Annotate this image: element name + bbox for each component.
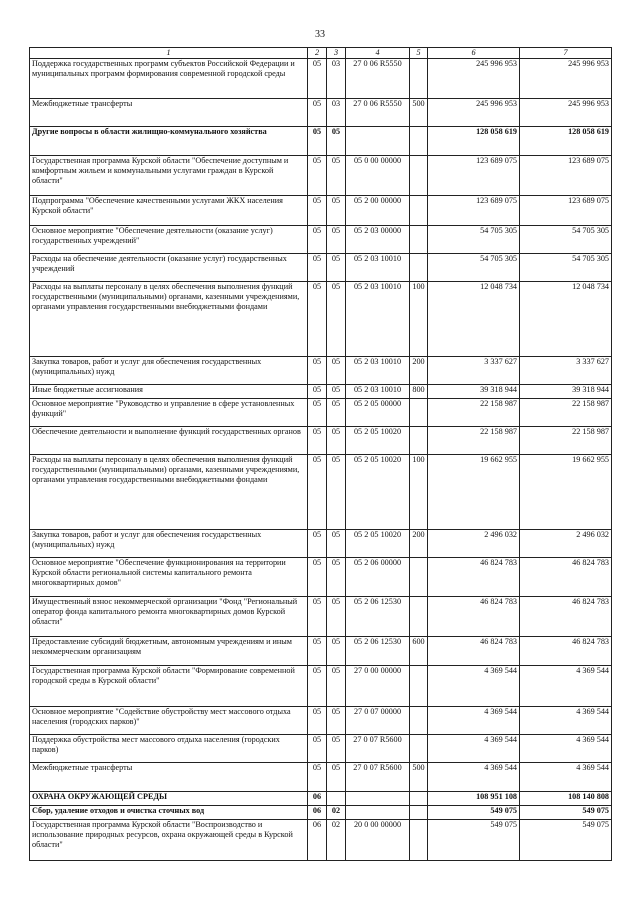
cell-name: Расходы на выплаты персоналу в целях обеспечения выполнения функций государственными (муниципальными) органами, казенными учреждениями, органами управления государственными внебюджетными фондами (30, 455, 308, 530)
cell-subsection: 05 (327, 226, 346, 254)
cell-amount-1: 4 369 544 (428, 763, 520, 792)
cell-target-article (346, 806, 410, 820)
cell-expense-type (410, 156, 428, 196)
cell-name: Государственная программа Курской области "Обеспечение доступным и комфортным жильем и коммунальными услугами граждан в Курской области" (30, 156, 308, 196)
cell-expense-type (410, 666, 428, 707)
cell-subsection: 05 (327, 707, 346, 735)
cell-expense-type: 100 (410, 455, 428, 530)
cell-subsection: 05 (327, 597, 346, 637)
cell-name: Основное мероприятие "Содействие обустройству мест массового отдыха населения (городских парков)" (30, 707, 308, 735)
cell-amount-2: 123 689 075 (520, 196, 612, 226)
cell-section: 05 (308, 530, 327, 558)
cell-subsection: 05 (327, 530, 346, 558)
cell-name: Государственная программа Курской области "Формирование современной городской среды в Курской области" (30, 666, 308, 707)
cell-expense-type (410, 196, 428, 226)
table-row (30, 530, 612, 558)
cell-amount-2: 4 369 544 (520, 666, 612, 707)
cell-amount-1: 549 075 (428, 820, 520, 861)
cell-name: Закупка товаров, работ и услуг для обеспечения государственных (муниципальных) нужд (30, 357, 308, 385)
cell-name: Другие вопросы в области жилищно-коммунального хозяйства (30, 127, 308, 156)
table-row (30, 427, 612, 455)
cell-section: 05 (308, 597, 327, 637)
cell-amount-1: 108 951 108 (428, 792, 520, 806)
cell-amount-2: 128 058 619 (520, 127, 612, 156)
cell-subsection: 05 (327, 254, 346, 282)
table-row (30, 385, 612, 399)
cell-expense-type: 800 (410, 385, 428, 399)
cell-expense-type: 200 (410, 357, 428, 385)
cell-name: Межбюджетные трансферты (30, 99, 308, 127)
cell-amount-2: 549 075 (520, 806, 612, 820)
table-row (30, 226, 612, 254)
cell-target-article: 05 2 03 10010 (346, 282, 410, 357)
cell-name: Государственная программа Курской области "Воспроизводство и использование природных ресурсов, охрана окружающей среды в Курской области" (30, 820, 308, 861)
cell-subsection: 05 (327, 666, 346, 707)
cell-name: Поддержка обустройства мест массового отдыха населения (городских парков) (30, 735, 308, 763)
header-col-1: 1 (30, 48, 308, 59)
cell-expense-type (410, 735, 428, 763)
table-row (30, 156, 612, 196)
cell-amount-2: 46 824 783 (520, 597, 612, 637)
cell-target-article: 05 0 00 00000 (346, 156, 410, 196)
cell-subsection: 05 (327, 357, 346, 385)
cell-name: Закупка товаров, работ и услуг для обеспечения государственных (муниципальных) нужд (30, 530, 308, 558)
cell-expense-type (410, 597, 428, 637)
cell-target-article: 05 2 05 10020 (346, 455, 410, 530)
cell-amount-1: 549 075 (428, 806, 520, 820)
cell-target-article: 05 2 05 10020 (346, 530, 410, 558)
cell-target-article: 20 0 00 00000 (346, 820, 410, 861)
cell-name: Обеспечение деятельности и выполнение функций государственных органов (30, 427, 308, 455)
cell-amount-1: 54 705 305 (428, 254, 520, 282)
cell-target-article: 05 2 06 12530 (346, 597, 410, 637)
cell-amount-1: 2 496 032 (428, 530, 520, 558)
cell-expense-type (410, 806, 428, 820)
cell-target-article: 27 0 07 R5600 (346, 763, 410, 792)
cell-section: 05 (308, 127, 327, 156)
cell-section: 05 (308, 385, 327, 399)
table-row (30, 59, 612, 99)
table-row (30, 558, 612, 597)
cell-amount-1: 3 337 627 (428, 357, 520, 385)
cell-amount-1: 245 996 953 (428, 59, 520, 99)
cell-subsection: 05 (327, 156, 346, 196)
cell-subsection: 05 (327, 385, 346, 399)
cell-section: 05 (308, 666, 327, 707)
cell-amount-1: 4 369 544 (428, 707, 520, 735)
cell-amount-2: 549 075 (520, 820, 612, 861)
cell-name: Основное мероприятие "Обеспечение функционирования на территории Курской области региональной системы капитального ремонта многоквартирных домов" (30, 558, 308, 597)
cell-amount-1: 22 158 987 (428, 427, 520, 455)
cell-target-article: 27 0 06 R5550 (346, 99, 410, 127)
cell-subsection: 02 (327, 820, 346, 861)
table-row (30, 196, 612, 226)
cell-amount-1: 4 369 544 (428, 735, 520, 763)
header-col-3: 3 (327, 48, 346, 59)
cell-section: 05 (308, 226, 327, 254)
cell-expense-type (410, 254, 428, 282)
cell-name: Межбюджетные трансферты (30, 763, 308, 792)
cell-expense-type: 200 (410, 530, 428, 558)
cell-amount-1: 123 689 075 (428, 196, 520, 226)
header-col-7: 7 (520, 48, 612, 59)
cell-name: Иные бюджетные ассигнования (30, 385, 308, 399)
header-col-5: 5 (410, 48, 428, 59)
header-col-2: 2 (308, 48, 327, 59)
cell-name: Сбор, удаление отходов и очистка сточных вод (30, 806, 308, 820)
cell-target-article: 05 2 03 10010 (346, 254, 410, 282)
budget-table (29, 47, 612, 861)
cell-name: Подпрограмма "Обеспечение качественными услугами ЖКХ населения Курской области" (30, 196, 308, 226)
cell-subsection: 03 (327, 99, 346, 127)
cell-amount-2: 123 689 075 (520, 156, 612, 196)
cell-amount-2: 2 496 032 (520, 530, 612, 558)
cell-expense-type: 600 (410, 637, 428, 666)
cell-name: Основное мероприятие "Обеспечение деятельности (оказание услуг) государственных учреждений" (30, 226, 308, 254)
cell-amount-2: 46 824 783 (520, 637, 612, 666)
cell-amount-1: 19 662 955 (428, 455, 520, 530)
cell-subsection: 05 (327, 763, 346, 792)
cell-section: 05 (308, 59, 327, 99)
cell-target-article: 27 0 07 00000 (346, 707, 410, 735)
cell-section: 06 (308, 792, 327, 806)
cell-subsection: 03 (327, 59, 346, 99)
cell-amount-2: 3 337 627 (520, 357, 612, 385)
cell-name: Поддержка государственных программ субъектов Российской Федерации и муниципальных программ формирования современной городской среды (30, 59, 308, 99)
cell-target-article: 05 2 05 10020 (346, 427, 410, 455)
cell-subsection: 05 (327, 455, 346, 530)
cell-expense-type: 100 (410, 282, 428, 357)
cell-subsection: 05 (327, 399, 346, 427)
cell-name: ОХРАНА ОКРУЖАЮЩЕЙ СРЕДЫ (30, 792, 308, 806)
header-row (30, 48, 612, 59)
cell-section: 05 (308, 196, 327, 226)
cell-amount-1: 39 318 944 (428, 385, 520, 399)
cell-amount-2: 54 705 305 (520, 254, 612, 282)
cell-section: 06 (308, 806, 327, 820)
cell-amount-2: 22 158 987 (520, 427, 612, 455)
cell-expense-type (410, 399, 428, 427)
cell-subsection: 05 (327, 427, 346, 455)
cell-section: 05 (308, 763, 327, 792)
cell-section: 05 (308, 282, 327, 357)
cell-amount-1: 245 996 953 (428, 99, 520, 127)
cell-amount-2: 4 369 544 (520, 735, 612, 763)
cell-target-article: 05 2 03 10010 (346, 357, 410, 385)
cell-expense-type (410, 226, 428, 254)
cell-target-article (346, 792, 410, 806)
table-row (30, 637, 612, 666)
cell-amount-2: 46 824 783 (520, 558, 612, 597)
cell-target-article: 05 2 03 10010 (346, 385, 410, 399)
cell-target-article: 05 2 06 00000 (346, 558, 410, 597)
cell-expense-type (410, 820, 428, 861)
cell-target-article: 27 0 06 R5550 (346, 59, 410, 99)
cell-section: 05 (308, 455, 327, 530)
cell-amount-1: 46 824 783 (428, 597, 520, 637)
cell-target-article: 27 0 00 00000 (346, 666, 410, 707)
table-row (30, 399, 612, 427)
table-body (30, 59, 612, 861)
cell-section: 05 (308, 707, 327, 735)
cell-expense-type (410, 792, 428, 806)
cell-target-article: 05 2 05 00000 (346, 399, 410, 427)
cell-expense-type (410, 707, 428, 735)
cell-amount-2: 4 369 544 (520, 763, 612, 792)
cell-target-article: 05 2 03 00000 (346, 226, 410, 254)
cell-amount-2: 19 662 955 (520, 455, 612, 530)
cell-expense-type (410, 558, 428, 597)
cell-amount-1: 46 824 783 (428, 558, 520, 597)
cell-amount-2: 245 996 953 (520, 99, 612, 127)
header-col-4: 4 (346, 48, 410, 59)
cell-subsection: 02 (327, 806, 346, 820)
cell-name: Расходы на обеспечение деятельности (оказание услуг) государственных учреждений (30, 254, 308, 282)
cell-amount-2: 108 140 808 (520, 792, 612, 806)
header-col-6: 6 (428, 48, 520, 59)
cell-amount-2: 54 705 305 (520, 226, 612, 254)
table-row (30, 99, 612, 127)
cell-subsection (327, 792, 346, 806)
cell-target-article: 05 2 00 00000 (346, 196, 410, 226)
cell-expense-type: 500 (410, 99, 428, 127)
cell-amount-1: 4 369 544 (428, 666, 520, 707)
cell-subsection: 05 (327, 637, 346, 666)
table-row (30, 707, 612, 735)
cell-amount-2: 22 158 987 (520, 399, 612, 427)
table-row (30, 806, 612, 820)
table-row (30, 792, 612, 806)
table-row (30, 127, 612, 156)
table-row (30, 597, 612, 637)
cell-section: 06 (308, 820, 327, 861)
cell-target-article: 05 2 06 12530 (346, 637, 410, 666)
cell-expense-type (410, 59, 428, 99)
cell-section: 05 (308, 735, 327, 763)
page-number: 33 (315, 29, 325, 40)
cell-section: 05 (308, 427, 327, 455)
cell-subsection: 05 (327, 282, 346, 357)
cell-amount-2: 39 318 944 (520, 385, 612, 399)
cell-section: 05 (308, 558, 327, 597)
cell-name: Имущественный взнос некоммерческой организации "Фонд "Региональный оператор фонда капитального ремонта многоквартирных домов Курской области" (30, 597, 308, 637)
cell-target-article (346, 127, 410, 156)
cell-amount-1: 123 689 075 (428, 156, 520, 196)
cell-section: 05 (308, 254, 327, 282)
cell-amount-1: 54 705 305 (428, 226, 520, 254)
cell-name: Предоставление субсидий бюджетным, автономным учреждениям и иным некоммерческим организациям (30, 637, 308, 666)
cell-name: Основное мероприятие "Руководство и управление в сфере установленных функций" (30, 399, 308, 427)
cell-section: 05 (308, 156, 327, 196)
table-row (30, 763, 612, 792)
cell-section: 05 (308, 637, 327, 666)
cell-amount-1: 22 158 987 (428, 399, 520, 427)
cell-expense-type (410, 427, 428, 455)
cell-subsection: 05 (327, 735, 346, 763)
cell-target-article: 27 0 07 R5600 (346, 735, 410, 763)
table-row (30, 254, 612, 282)
cell-section: 05 (308, 357, 327, 385)
table-row (30, 735, 612, 763)
table-row (30, 282, 612, 357)
cell-amount-2: 12 048 734 (520, 282, 612, 357)
cell-subsection: 05 (327, 558, 346, 597)
table-row (30, 820, 612, 861)
cell-section: 05 (308, 399, 327, 427)
cell-amount-1: 128 058 619 (428, 127, 520, 156)
cell-expense-type (410, 127, 428, 156)
cell-amount-2: 4 369 544 (520, 707, 612, 735)
cell-name: Расходы на выплаты персоналу в целях обеспечения выполнения функций государственными (муниципальными) органами, казенными учреждениями, органами управления государственными внебюджетными фондами (30, 282, 308, 357)
cell-section: 05 (308, 99, 327, 127)
cell-amount-2: 245 996 953 (520, 59, 612, 99)
cell-subsection: 05 (327, 196, 346, 226)
cell-amount-1: 12 048 734 (428, 282, 520, 357)
cell-subsection: 05 (327, 127, 346, 156)
cell-expense-type: 500 (410, 763, 428, 792)
cell-amount-1: 46 824 783 (428, 637, 520, 666)
table-row (30, 666, 612, 707)
table-row (30, 357, 612, 385)
table-row (30, 455, 612, 530)
